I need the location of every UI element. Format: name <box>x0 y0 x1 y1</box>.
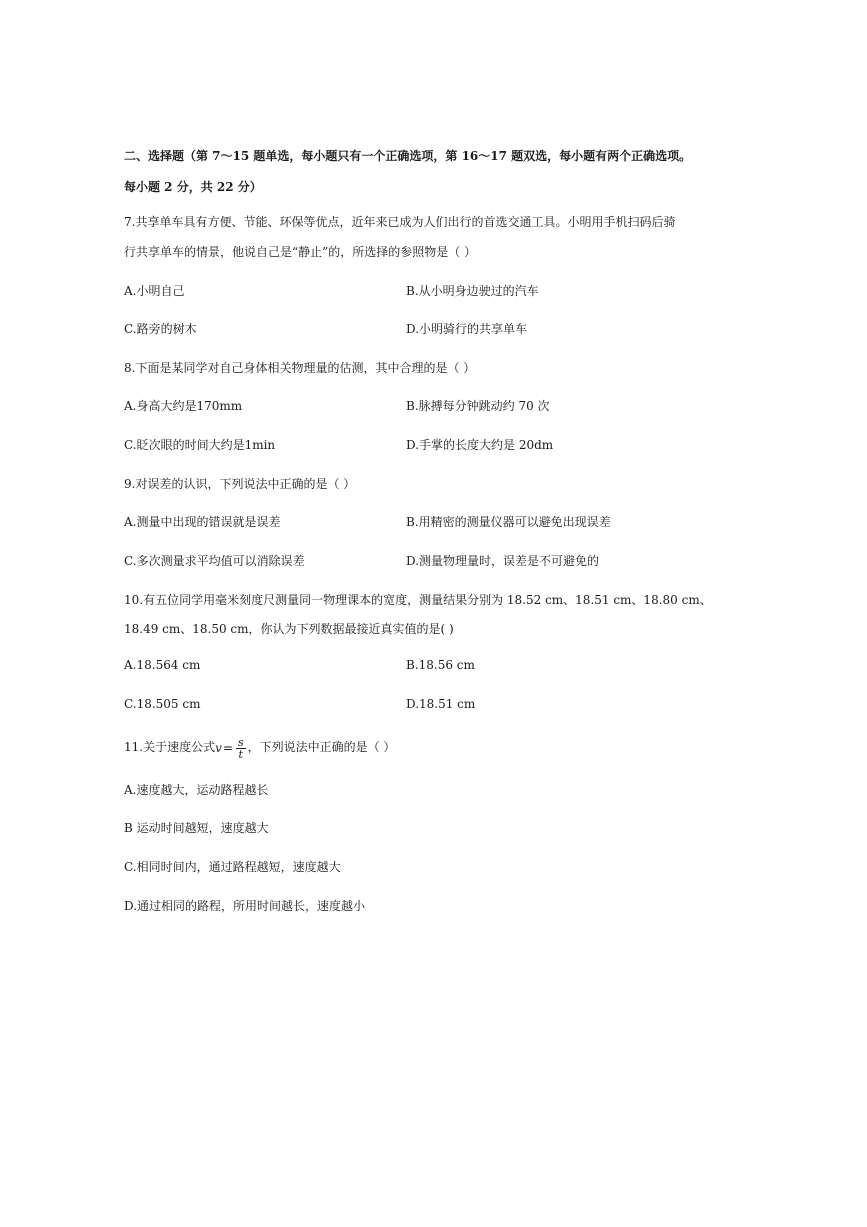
formula-equals: = <box>222 740 233 755</box>
question-9-option-d[interactable]: D.测量物理量时，误差是不可避免的 <box>406 554 600 568</box>
question-7-option-a[interactable]: A.小明自己 <box>124 284 185 298</box>
question-11-stem-prefix: 11.关于速度公式 <box>124 740 216 754</box>
question-10-option-a[interactable]: A.18.564 cm <box>124 658 201 672</box>
formula-fraction <box>236 737 246 760</box>
question-8-option-a[interactable]: A.身高大约是170mm <box>124 399 243 413</box>
question-7-option-b[interactable]: B.从小明身边驶过的汽车 <box>406 284 539 298</box>
formula-lhs: v <box>215 740 222 755</box>
question-9-option-b[interactable]: B.用精密的测量仪器可以避免出现误差 <box>406 515 611 529</box>
question-8-stem: 8.下面是某同学对自己身体相关物理量的估测，其中合理的是（ ） <box>124 361 476 375</box>
speed-formula <box>215 735 248 761</box>
question-11-option-a[interactable]: A.速度越大，运动路程越长 <box>124 783 269 797</box>
question-11-option-c[interactable]: C.相同时间内，通过路程越短，速度越大 <box>124 860 341 874</box>
section-heading-line2: 每小题 2 分，共 22 分） <box>124 180 262 194</box>
question-8-option-d[interactable]: D.手掌的长度大约是 20dm <box>406 438 554 452</box>
question-9-option-a[interactable]: A.测量中出现的错误就是误差 <box>124 515 281 529</box>
question-9-stem: 9.对误差的认识，下列说法中正确的是（ ） <box>124 477 356 491</box>
question-10-stem-line1: 10.有五位同学用毫米刻度尺测量同一物理课本的宽度，测量结果分别为 18.52 cm、18.51 cm、18.80 cm、 <box>124 593 712 607</box>
question-11-stem-suffix: ，下列说法中正确的是（ ） <box>247 740 396 754</box>
question-10-option-d[interactable]: D.18.51 cm <box>406 697 476 711</box>
question-11-option-d[interactable]: D.通过相同的路程，所用时间越长，速度越小 <box>124 899 366 913</box>
question-7-stem-line1: 7.共享单车具有方便、节能、环保等优点，近年来已成为人们出行的首选交通工具。小明用手机扫码后骑 <box>124 215 676 229</box>
question-10-option-b[interactable]: B.18.56 cm <box>406 658 475 672</box>
question-8-option-b[interactable]: B.脉搏每分钟跳动约 70 次 <box>406 399 550 413</box>
question-9-option-c[interactable]: C.多次测量求平均值可以消除误差 <box>124 554 305 568</box>
question-7-option-d[interactable]: D.小明骑行的共享单车 <box>406 322 528 336</box>
question-8-option-c[interactable]: C.眨次眼的时间大约是1min <box>124 438 276 452</box>
question-10-stem-line2: 18.49 cm、18.50 cm，你认为下列数据最接近真实值的是( ) <box>124 622 454 636</box>
question-11-option-b[interactable]: B 运动时间越短，速度越大 <box>124 821 269 835</box>
formula-denominator: t <box>238 747 243 761</box>
question-7-option-c[interactable]: C.路旁的树木 <box>124 322 197 336</box>
section-heading-line1: 二、选择题（第 7～15 题单选，每小题只有一个正确选项，第 16～17 题双选，每小题有两个正确选项。 <box>124 149 692 163</box>
formula-numerator: s <box>237 735 244 749</box>
question-10-option-c[interactable]: C.18.505 cm <box>124 697 201 711</box>
question-7-stem-line2: 行共享单车的情景，他说自己是“静止”的，所选择的参照物是（ ） <box>124 245 477 259</box>
question-11-stem <box>124 734 395 761</box>
